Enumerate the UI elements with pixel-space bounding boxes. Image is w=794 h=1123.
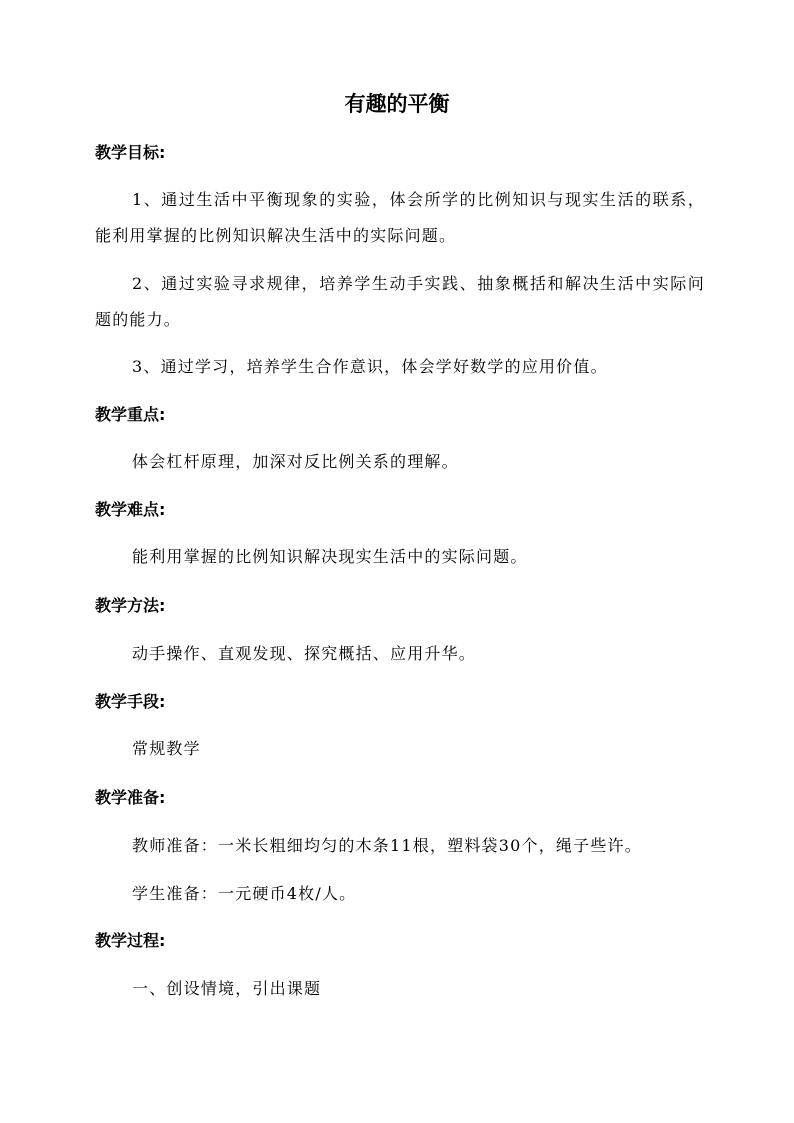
difficulty-heading: 教学难点: (95, 500, 166, 519)
objective-item-2: 2、通过实验寻求规律，培养学生动手实践、抽象概括和解决生活中实际问题的能力。 (95, 274, 705, 329)
student-preparation-text: 学生准备：一元硬币4枚/人。 (132, 884, 357, 903)
method-text: 动手操作、直观发现、探究概括、应用升华。 (132, 644, 477, 663)
process-heading: 教学过程: (95, 931, 166, 950)
means-text: 常规教学 (132, 739, 201, 758)
key-point-text: 体会杠杆原理，加深对反比例关系的理解。 (132, 452, 459, 471)
objectives-heading: 教学目标: (95, 143, 166, 162)
objective-item-1: 1、通过生活中平衡现象的实验，体会所学的比例知识与现实生活的联系，能利用掌握的比例知识解决生活中的实际问题。 (95, 190, 705, 245)
method-heading: 教学方法: (95, 596, 166, 615)
preparation-heading: 教学准备: (95, 788, 166, 807)
key-point-heading: 教学重点: (95, 405, 166, 424)
means-heading: 教学手段: (95, 692, 166, 711)
objective-item-3: 3、通过学习，培养学生合作意识，体会学好数学的应用价值。 (132, 357, 608, 376)
page-title: 有趣的平衡 (344, 92, 450, 116)
process-step-1: 一、创设情境，引出课题 (132, 979, 322, 998)
difficulty-text: 能利用掌握的比例知识解决现实生活中的实际问题。 (132, 547, 528, 566)
teacher-preparation-text: 教师准备：一米长粗细均匀的木条11根，塑料袋30个，绳子些许。 (132, 836, 642, 855)
